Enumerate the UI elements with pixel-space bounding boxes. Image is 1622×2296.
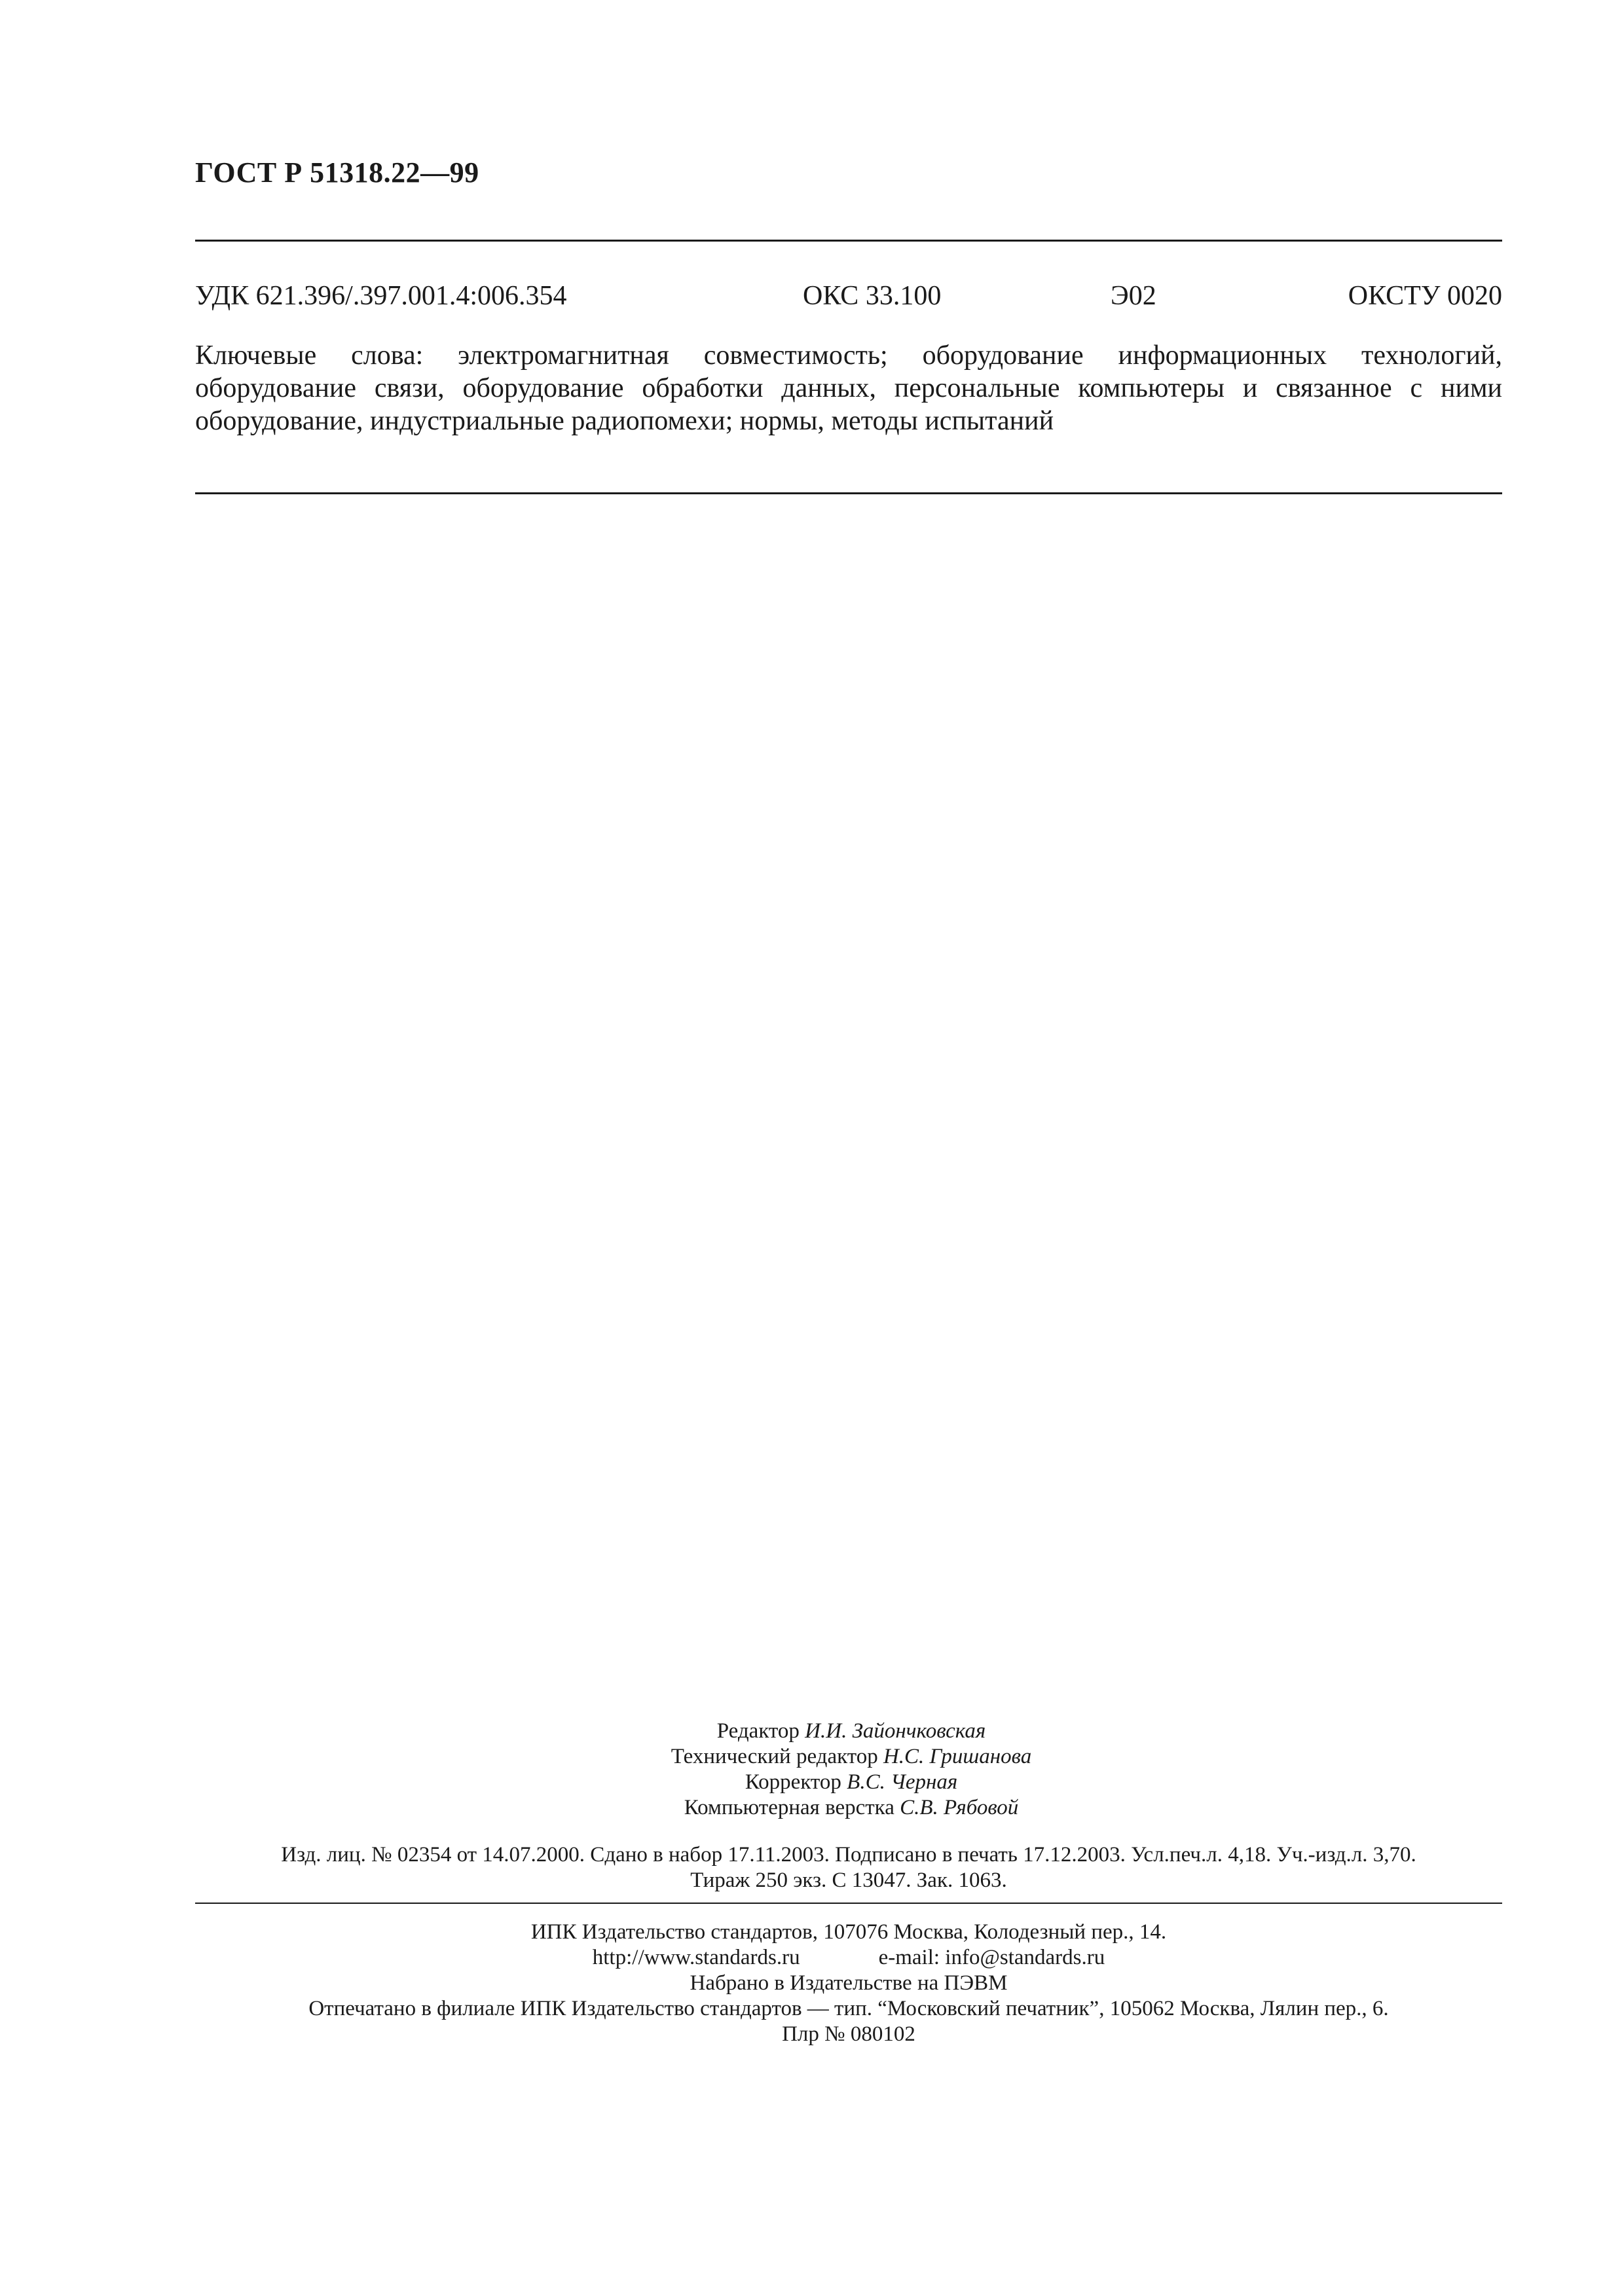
keywords-text: Ключевые слова: электромагнитная совместимость; оборудование информационных технологий, оборудование связи, оборудование обработки данных, персональные компьютеры и связанное с ними оборудование, индустриальные радиопомехи; нормы, методы испытаний — [195, 340, 1502, 436]
credit-corrector-name: В.С. Черная — [847, 1770, 958, 1794]
credit-tech-editor — [196, 1744, 1506, 1770]
top-divider — [195, 240, 1502, 242]
credit-tech-editor-name: Н.С. Гришанова — [883, 1745, 1032, 1768]
publication-info — [195, 1842, 1502, 1893]
imprint-publisher: ИПК Издательство стандартов, 107076 Москва, Колодезный пер., 14. — [530, 1920, 1167, 1944]
credits-block — [196, 1719, 1506, 1821]
credit-tech-editor-role: Технический редактор — [671, 1745, 878, 1768]
imprint-contacts — [195, 1945, 1502, 1971]
publication-line-1: Изд. лиц. № 02354 от 14.07.2000. Сдано в набор 17.11.2003. Подписано в печать 17.12.2003. Усл.печ.л. 4,18. Уч.-изд.л. 3,70. — [281, 1843, 1416, 1867]
keywords-divider — [195, 492, 1502, 494]
credit-layout-name: С.В. Рябовой — [900, 1796, 1019, 1819]
credit-layout — [196, 1795, 1506, 1821]
imprint-printed: Отпечатано в филиале ИПК Издательство стандартов — тип. “Московский печатник”, 105062 Москва, Лялин пер., 6. — [308, 1997, 1389, 2020]
oks-code: ОКС 33.100 — [803, 281, 942, 311]
credit-corrector — [196, 1770, 1506, 1795]
imprint-block — [195, 1920, 1502, 2047]
standard-id: ГОСТ Р 51318.22—99 — [195, 156, 479, 189]
imprint-typeset: Набрано в Издательстве на ПЭВМ — [690, 1971, 1008, 1995]
imprint-divider — [195, 1903, 1502, 1904]
udk-code: УДК 621.396/.397.001.4:006.354 — [195, 281, 567, 311]
credit-editor-name: И.И. Зайончковская — [805, 1719, 986, 1743]
publication-line-2: Тираж 250 экз. С 13047. Зак. 1063. — [690, 1868, 1007, 1892]
credit-editor — [196, 1719, 1506, 1744]
imprint-license: Плр № 080102 — [782, 2022, 915, 2046]
okstu-code: ОКСТУ 0020 — [1348, 281, 1502, 311]
credit-editor-role: Редактор — [716, 1719, 800, 1743]
group-code: Э02 — [1111, 281, 1156, 311]
credit-layout-role: Компьютерная верстка — [684, 1796, 894, 1819]
imprint-email: e-mail: info@standards.ru — [878, 1946, 1105, 1969]
credit-corrector-role: Корректор — [745, 1770, 841, 1794]
imprint-website: http://www.standards.ru — [592, 1946, 800, 1969]
